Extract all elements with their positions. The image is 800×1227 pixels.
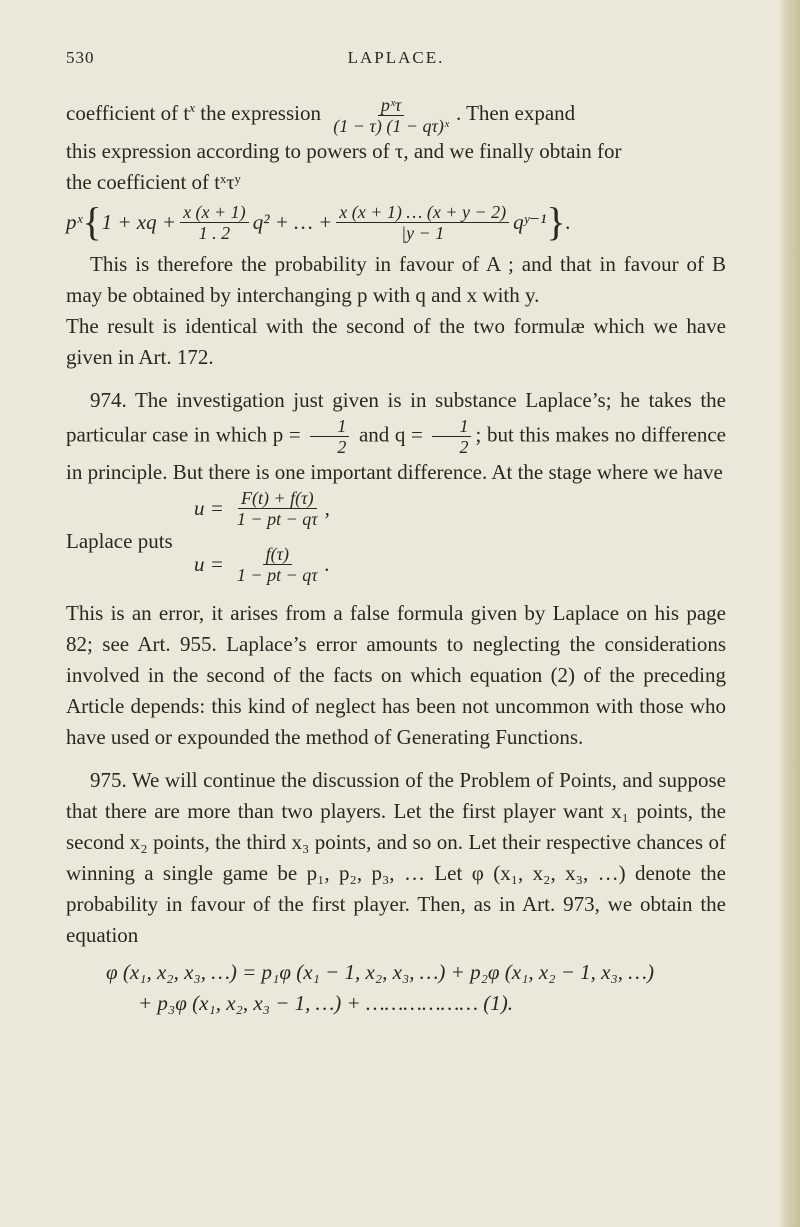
text-line3: the coefficient of tˣτʸ (66, 169, 241, 194)
eq2-den: 1 − pt − qτ (236, 564, 318, 585)
paragraph-975: 975. We will continue the discussion of the Problem of Points, and suppose that there are more than two players. Let the first player want x₁ points, the second x₂ points, the third x₃ points, and so on. Let their respective chances of winning a single game be p₁, p₂, p₃, … Let φ (x₁, x₂, x₃, …) denote the probability in favour of the first player. Then, as in Art. 973, we obtain the equation (66, 767, 726, 947)
series-f1-den: 1 . 2 (198, 222, 231, 243)
laplace-puts-label: Laplace puts (66, 528, 173, 553)
text-line1-sup: x (189, 100, 196, 115)
series-f1-num: x (x + 1) (180, 202, 249, 223)
equation-u-laplace (194, 544, 330, 585)
page-header (66, 42, 726, 82)
paragraph-974 (66, 385, 726, 488)
expression-fraction (330, 95, 452, 136)
text-974-a: 974. The investigation just given is in substance Laplace’s; he takes the particular case in which p = (66, 387, 726, 446)
paragraph-error: This is an error, it arises from a false formula given by Laplace on his page 82; see Art. 955. Laplace’s error amounts to neglecting the considerations involved in the second of the facts on which equation (2) of the preceding Article depends: this kind of neglect has been not uncommon with those who have used or expounded the method of Generating Functions. (66, 600, 726, 749)
laplace-equations (66, 488, 726, 598)
half-fraction-p (310, 416, 349, 457)
half-q-den: 2 (459, 436, 469, 457)
text-line1-mid: the expression (195, 101, 327, 125)
phi-equation-line2: + p₃φ (x₁, x₂, x₃ − 1, …) + ……………… (1). (138, 990, 513, 1015)
series-prefix: pˣ (66, 209, 83, 234)
series-close: . (565, 209, 571, 234)
text-line2: this expression according to powers of τ, and we finally obtain for (66, 138, 622, 163)
expression-denominator: (1 − τ) (1 − qτ)ˣ (333, 115, 449, 136)
running-title: LAPLACE. (347, 48, 445, 67)
text-line1-post: . Then expand (455, 101, 576, 125)
eq2-fraction (234, 544, 321, 585)
eq2-tail: . (324, 551, 330, 576)
text-974-b: and q = (353, 422, 429, 446)
book-page (66, 42, 726, 1019)
paragraph-result: The result is identical with the second of the two formulæ which we have given in Art. 172. (66, 313, 726, 369)
half-fraction-q (432, 416, 471, 457)
series-fraction2 (336, 202, 509, 243)
text-974-c: ; but this makes no difference in principle. But there is one important difference. At the stage where we have (66, 422, 726, 484)
series-f2-num: x (x + 1) … (x + y − 2) (336, 202, 509, 223)
brace-close: } (546, 199, 566, 245)
eq2-num: f(τ) (263, 544, 292, 565)
page-edge-shadow (778, 0, 800, 1227)
equation-u-original (194, 488, 330, 529)
eq1-num: F(t) + f(τ) (238, 488, 317, 509)
text-line1-pre: coefficient of t (66, 101, 190, 125)
series-f2-den: |y − 1 (401, 222, 445, 243)
series-term1: 1 + xq + (101, 209, 177, 234)
series-term2: q² + … + (252, 209, 333, 234)
half-q-num: 1 (432, 416, 471, 437)
paragraph-probability: This is therefore the probability in favour of A ; and that in favour of B may be obtained by interchanging p with q and x with y. (66, 251, 726, 307)
eq1-den: 1 − pt − qτ (236, 508, 318, 529)
brace-open: { (82, 199, 102, 245)
page-number: 530 (66, 48, 95, 67)
expression-numerator: pˣτ (378, 95, 405, 116)
phi-equation-line1: φ (x₁, x₂, x₃, …) = p₁φ (x₁ − 1, x₂, x₃, …) + p₂φ (x₁, x₂ − 1, x₃, …) (106, 959, 654, 984)
eq1-fraction (234, 488, 321, 529)
half-p-den: 2 (337, 436, 347, 457)
series-fraction1 (180, 202, 249, 243)
series-formula (66, 199, 726, 245)
eq1-u: u = (194, 495, 224, 520)
eq2-u: u = (194, 551, 224, 576)
eq1-tail: , (324, 495, 330, 520)
series-term3: qʸ⁻¹ (513, 209, 547, 234)
paragraph-expression (66, 92, 726, 198)
half-p-num: 1 (310, 416, 349, 437)
